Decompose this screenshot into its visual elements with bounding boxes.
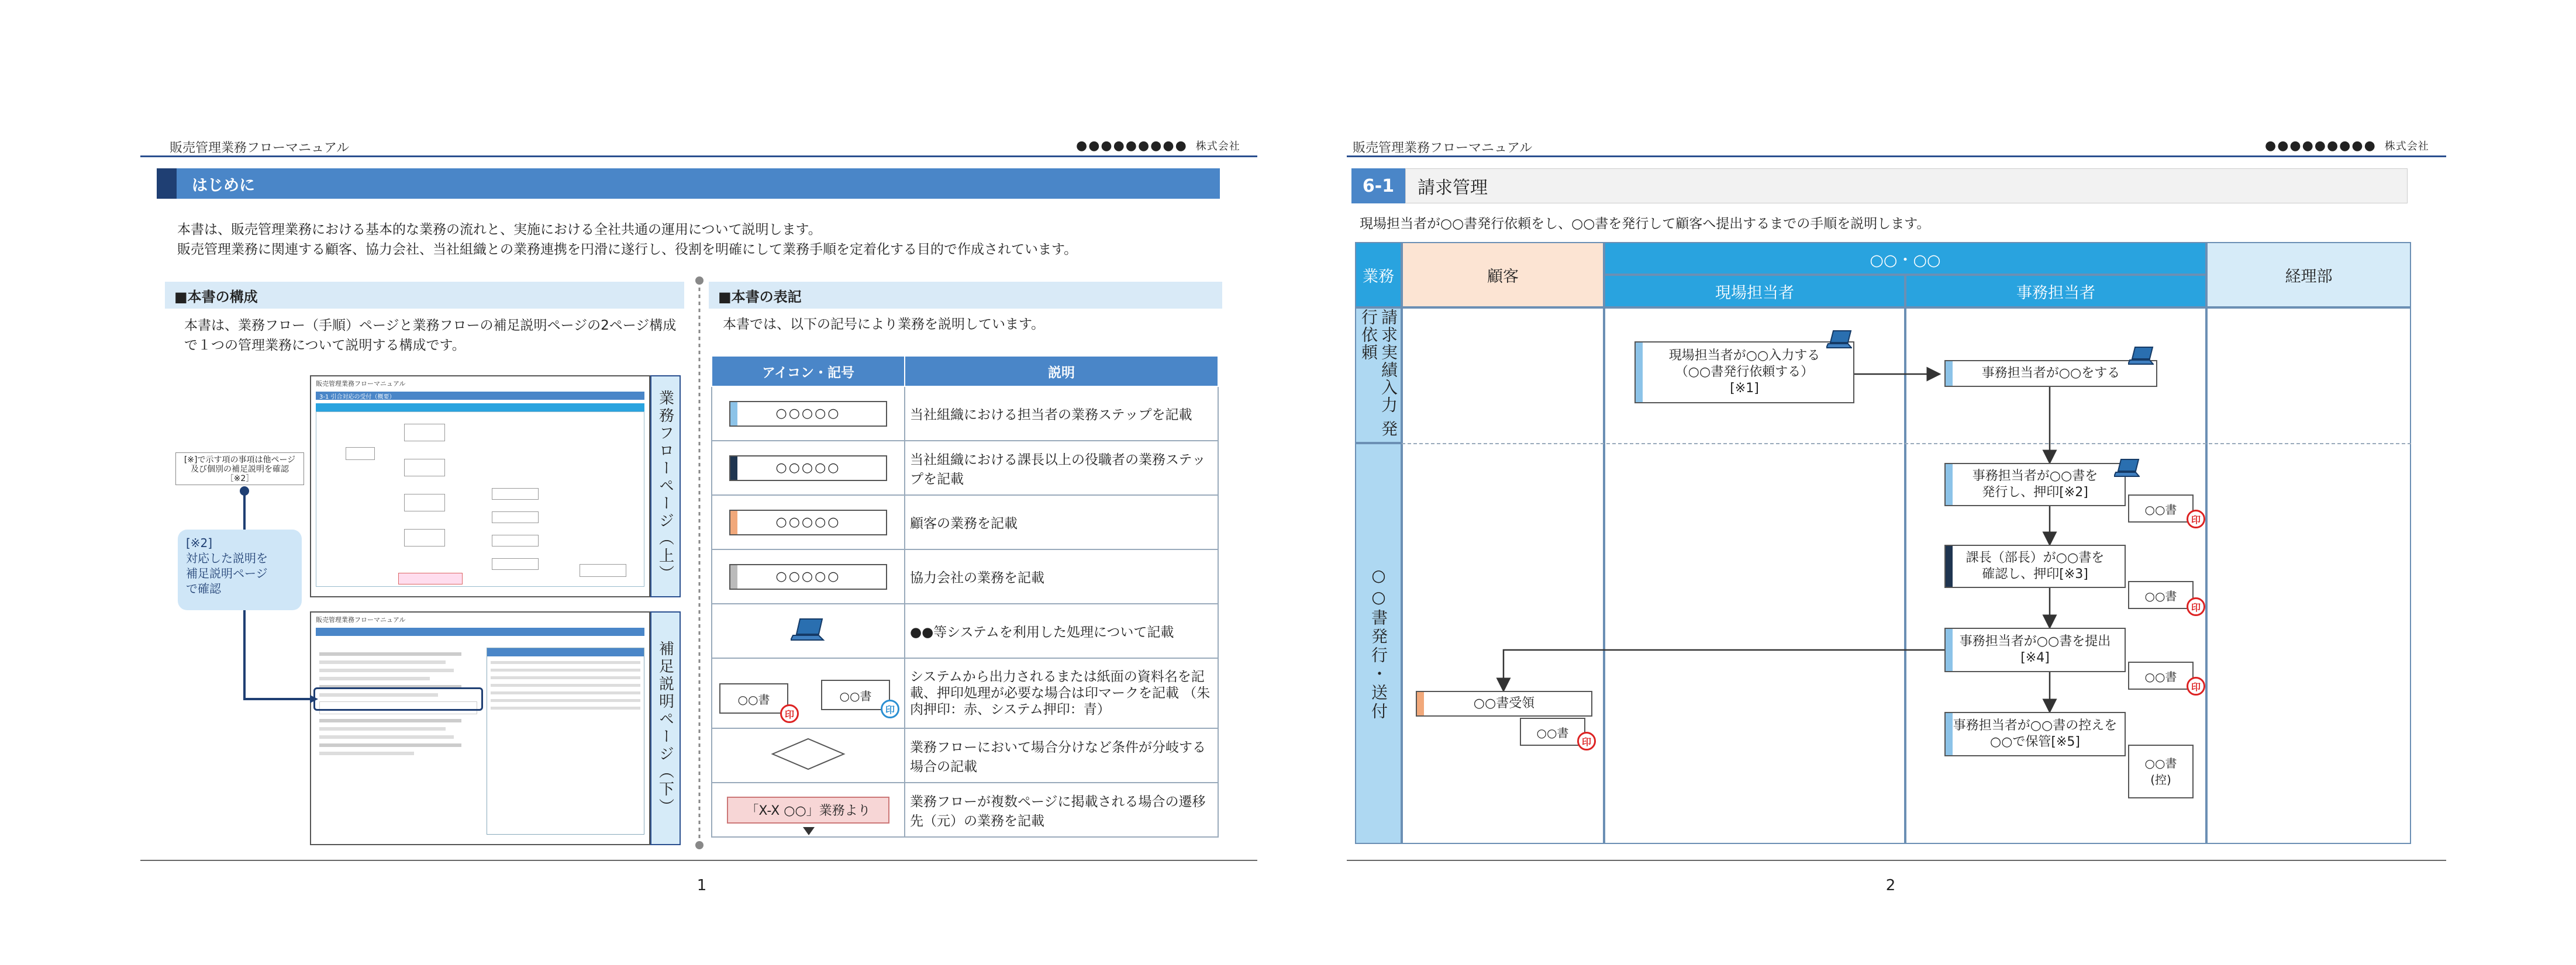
row-label-request: 請求実績入力 発行依頼	[1355, 307, 1402, 443]
header-doc-title: 販売管理業務フローマニュアル	[1353, 141, 1533, 155]
diamond-icon	[770, 736, 846, 772]
col-task: 業務	[1355, 242, 1402, 307]
footer-rule	[140, 860, 1257, 861]
row-label-issue: ○○書発行・送付	[1355, 443, 1402, 844]
document-symbol-red	[719, 683, 788, 714]
thumb-title: 販売管理業務フローマニュアル	[316, 380, 406, 388]
page-number: 2	[1885, 877, 1896, 894]
side-label-supplement-page: 補足説明ページ（下）	[650, 611, 681, 845]
table-row	[712, 604, 1218, 658]
flow-connectors	[1288, 0, 2576, 965]
section-description: 現場担当者が○○書発行依頼をし、○○書を発行して顧客へ提出するまでの手順を説明します。	[1360, 216, 1930, 231]
step-manager-approve: 課長（部長）が○○書を 確認し、押印[※3]	[1944, 545, 2126, 588]
partner-step-symbol: ○○○○○	[729, 564, 887, 590]
table-row	[712, 783, 1218, 837]
row-desc: 顧客の業務を記載	[905, 495, 1218, 549]
col-field-staff: 現場担当者	[1604, 275, 1905, 307]
table-row	[712, 728, 1218, 783]
table-row	[712, 386, 1218, 441]
red-stamp-icon: 印	[2187, 597, 2205, 616]
manager-step-symbol: ○○○○○	[729, 455, 887, 481]
document-copy-icon: ○○書 (控)	[2128, 745, 2194, 798]
row-desc: システムから出力されるまたは紙面の資料名を記載、押印処理が必要な場合は印マークを記載 （朱肉押印：赤、システム押印：青）	[905, 658, 1218, 728]
table-row	[712, 441, 1218, 495]
document-icon: ○○書	[2128, 581, 2194, 609]
document-icon: ○○書	[2128, 662, 2194, 690]
section-title: はじめに	[192, 176, 255, 195]
step-office-process: 事務担当者が○○をする	[1944, 360, 2157, 387]
header-doc-title: 販売管理業務フローマニュアル	[170, 141, 350, 155]
laptop-icon	[2128, 346, 2154, 366]
manual-page-2	[1288, 0, 2576, 965]
document-icon: ○○書	[2128, 494, 2194, 523]
composition-text-1: 本書は、業務フロー（手順）ページと業務フローの補足説明ページの2ページ構成	[184, 318, 677, 333]
down-triangle-icon	[803, 827, 815, 835]
red-stamp-icon: 印	[2187, 510, 2205, 528]
footer-rule	[1347, 860, 2446, 861]
step-customer-receive: ○○書受領	[1416, 691, 1592, 717]
row-desc: 業務フローにおいて場合分けなど条件が分岐する場合の記載	[905, 728, 1218, 783]
table-row	[712, 495, 1218, 549]
col-icon-header: アイコン・記号	[712, 356, 905, 386]
red-stamp-icon: 印	[1577, 732, 1596, 750]
notation-heading: ■本書の表記	[709, 282, 1222, 309]
page-number: 1	[696, 877, 707, 894]
section-number: 6-1	[1351, 168, 1405, 203]
doc-label: ○○書	[839, 689, 872, 703]
header-company-name: 株式会社	[2384, 140, 2429, 153]
callout-note: [※]で示す項の事項は他ページ 及び個別の補足説明を確認［※2］	[175, 452, 304, 485]
col-customer: 顧客	[1402, 242, 1604, 307]
customer-step-symbol: ○○○○○	[729, 510, 887, 535]
step-field-input: 現場担当者が○○入力する （○○書発行依頼する） [※1]	[1634, 341, 1854, 403]
document-icon: ○○書	[1520, 718, 1585, 746]
laptop-icon	[2114, 458, 2140, 478]
step-issue-stamp: 事務担当者が○○書を 発行し、押印[※2]	[1944, 463, 2126, 506]
blue-stamp-icon: 印	[881, 700, 899, 718]
col-office-staff: 事務担当者	[1905, 275, 2206, 307]
notation-text: 本書では、以下の記号により業務を説明しています。	[723, 317, 1045, 332]
header-dots: ●●●●●●●●●	[1076, 139, 1188, 153]
col-group: ○○・○○	[1604, 242, 2206, 275]
page-transition-symbol: 「X-X ○○」業務より	[727, 797, 889, 824]
col-accounting: 経理部	[2206, 242, 2411, 307]
row-desc: 協力会社の業務を記載	[905, 549, 1218, 604]
document-symbol-blue	[821, 680, 890, 710]
thumb2-title: 販売管理業務フローマニュアル	[316, 616, 406, 624]
notation-table	[711, 355, 1219, 838]
row-desc: 当社組織における担当者の業務ステップを記載	[905, 386, 1218, 441]
intro-line-1: 本書は、販売管理業務における基本的な業務の流れと、実施における全社共通の運用について説明します。	[177, 222, 822, 237]
section-title: 請求管理	[1405, 168, 2408, 203]
row-desc: ●●等システムを利用した処理について記載	[905, 604, 1218, 658]
staff-step-symbol: ○○○○○	[729, 401, 887, 427]
thumb-section: 3-1 引合対応の受付（概要）	[316, 392, 644, 400]
composition-text-2: で１つの管理業務について説明する構成です。	[184, 338, 465, 353]
header-company-name: 株式会社	[1195, 140, 1240, 153]
col-desc-header: 説明	[905, 356, 1218, 386]
row-desc: 業務フローが複数ページに掲載される場合の遷移先（元）の業務を記載	[905, 783, 1218, 837]
side-label-flow-page: 業務フローページ（上）	[650, 375, 681, 597]
laptop-icon	[1826, 330, 1852, 350]
red-stamp-icon: 印	[2187, 677, 2205, 696]
step-submit: 事務担当者が○○書を提出 [※4]	[1944, 628, 2126, 672]
laptop-icon	[791, 617, 826, 642]
table-row	[712, 549, 1218, 604]
callout-supplement: [※2] 対応した説明を 補足説明ページ で確認	[178, 530, 302, 610]
header-dots: ●●●●●●●●●	[2265, 139, 2377, 153]
step-archive: 事務担当者が○○書の控えを ○○で保管[※5]	[1944, 712, 2126, 756]
row-desc: 当社組織における課長以上の役職者の業務ステップを記載	[905, 441, 1218, 495]
doc-label: ○○書	[737, 692, 770, 707]
table-row	[712, 658, 1218, 728]
intro-line-2: 販売管理業務に関連する顧客、協力会社、当社組織との業務連携を円滑に遂行し、役割を明確にして業務手順を定着化する目的で作成されています。	[177, 242, 1078, 257]
composition-heading: ■本書の構成	[165, 282, 684, 309]
red-stamp-icon: 印	[780, 704, 799, 723]
